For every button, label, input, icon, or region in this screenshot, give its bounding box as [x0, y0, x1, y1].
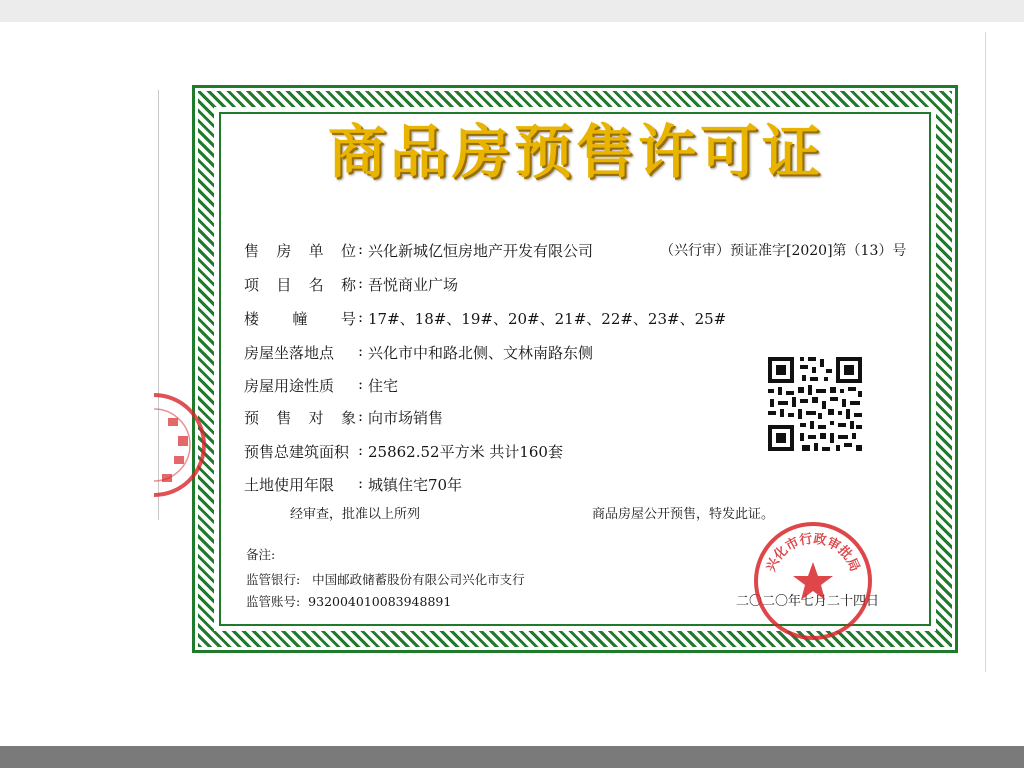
- account-line: [246, 592, 451, 610]
- field-value: 17#、18#、19#、20#、21#、22#、23#、25#: [368, 310, 727, 328]
- field-colon: :: [358, 441, 364, 459]
- partial-seal-graphic: [154, 390, 210, 500]
- field-colon: :: [358, 474, 364, 492]
- field-value: 住宅: [368, 377, 399, 395]
- bottom-bar: [0, 746, 1024, 768]
- field-label: 预售总建筑面积: [244, 443, 350, 461]
- seal-text: 兴化市行政审批局: [763, 531, 863, 575]
- field-label: 项 目 名 称: [244, 276, 356, 294]
- qr-code-graphic: [766, 355, 864, 453]
- field-colon: :: [358, 308, 364, 326]
- field-label: 土地使用年限: [244, 476, 335, 494]
- field-value: 城镇住宅70年: [368, 476, 463, 494]
- field-value: 25862.52平方米 共计160套: [368, 443, 563, 461]
- account-value: 932004010083948891: [308, 594, 452, 609]
- field-colon: :: [358, 375, 364, 393]
- field-value: 兴化市中和路北侧、文林南路东侧: [368, 344, 594, 362]
- field-colon: :: [358, 342, 364, 360]
- bank-label: 监管银行:: [246, 572, 301, 587]
- approval-text-left: 经审查，批准以上所列: [290, 507, 421, 522]
- scan-line-right: [985, 32, 986, 672]
- top-bar: [0, 0, 1024, 22]
- bank-line: [246, 570, 525, 588]
- field-label: 楼 幢 号: [244, 310, 356, 328]
- field-colon: :: [358, 240, 364, 258]
- field-label: 预 售 对 象: [244, 409, 356, 427]
- field-colon: :: [358, 407, 364, 425]
- certificate-title: 商品房预售许可证: [327, 118, 824, 186]
- field-value: 向市场销售: [368, 409, 444, 427]
- remark-label: 备注:: [246, 547, 276, 562]
- field-label: 房屋坐落地点: [244, 344, 335, 362]
- field-colon: :: [358, 274, 364, 292]
- field-value: 吾悦商业广场: [368, 276, 459, 294]
- issue-date: 二〇二〇年七月二十四日: [736, 594, 880, 609]
- field-label: 房屋用途性质: [244, 377, 335, 395]
- official-seal: [752, 520, 874, 642]
- bank-value: 中国邮政储蓄股份有限公司兴化市支行: [312, 572, 525, 587]
- qr-code: [766, 355, 864, 453]
- field-label: 售 房 单 位: [244, 242, 356, 260]
- approval-text-right: 商品房屋公开预售，特发此证。: [592, 507, 775, 522]
- account-label: 监管账号:: [246, 594, 301, 609]
- partial-seal: [154, 390, 210, 500]
- permit-number: （兴行审）预证准字[2020]第（13）号: [660, 243, 907, 259]
- field-value: 兴化新城亿恒房地产开发有限公司: [368, 242, 594, 260]
- official-seal-graphic: [752, 520, 874, 642]
